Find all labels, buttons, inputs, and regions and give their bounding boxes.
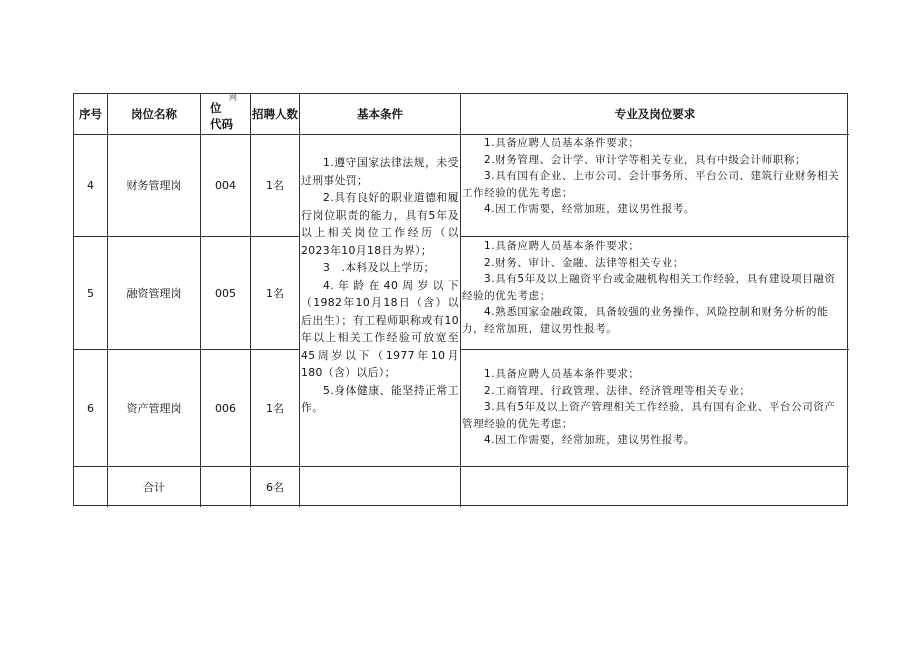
recruitment-table	[73, 93, 848, 506]
header-requirements: 专业及岗位要求	[614, 106, 696, 121]
row-position-name: 财务管理岗	[126, 179, 182, 192]
row-divider	[460, 236, 849, 237]
header-position-code	[202, 94, 250, 134]
header-basic-conditions: 基本条件	[357, 106, 403, 121]
row-hire-count: 1名	[266, 179, 284, 192]
row-seq: 6	[87, 401, 94, 415]
row-seq: 5	[87, 286, 94, 300]
row-divider	[460, 349, 849, 350]
requirement-line: 2.财务管理、会计学、审计学等相关专业，具有中级会计师职称；	[484, 153, 807, 166]
row-seq: 4	[87, 179, 94, 192]
row-position-name: 融资管理岗	[126, 286, 182, 300]
row-hire-count: 1名	[266, 286, 284, 300]
requirement-line: 4.因工作需要，经常加班，建议男性报考。	[484, 203, 696, 215]
requirement-line: 3.具有5年及以上融资平台或金融机构相关工作经验，具有建设项目融资经验的优先考虑；	[462, 273, 836, 302]
row-requirements	[462, 366, 845, 449]
basic-condition-line: 2.具有良好的职业道德和履行岗位职责的能力，具有5年及以上相关岗位工作经历（以2023年10月18日为界）；	[301, 191, 459, 257]
col-divider	[299, 94, 300, 507]
total-count: 6名	[266, 480, 284, 494]
requirement-line: 1.具备应聘人员基本条件要求；	[484, 240, 640, 252]
row-position-name: 资产管理岗	[126, 401, 182, 415]
basic-condition-line: 3 .本科及以上学历；	[323, 261, 435, 274]
requirement-line: 1.具备应聘人员基本条件要求；	[484, 137, 640, 149]
requirement-line: 4.因工作需要，经常加班，建议男性报考。	[484, 434, 696, 446]
row-hire-count: 1名	[266, 401, 284, 415]
total-label: 合计	[143, 480, 165, 494]
basic-condition-line: 5.身体健康、能坚持正常工作。	[301, 383, 459, 414]
basic-conditions	[301, 154, 459, 417]
header-code-top: 位	[210, 101, 222, 115]
header-code-mark: 网	[229, 93, 237, 102]
row-position-code: 004	[215, 179, 236, 192]
row-requirements	[462, 238, 845, 337]
col-divider	[460, 94, 461, 507]
requirement-line: 2.工商管理、行政管理、法律、经济管理等相关专业；	[484, 384, 751, 397]
requirement-line: 3.具有5年及以上资产管理相关工作经验，具有国有企业、平台公司资产管理经验的优先考虑；	[462, 401, 836, 430]
row-position-code: 006	[215, 401, 236, 415]
requirement-line: 4.熟悉国家金融政策，具备较强的业务操作、风险控制和财务分析的能力，经常加班，建议男性报考。	[462, 306, 829, 335]
basic-condition-line: 1.遵守国家法律法规，未受过刑事处罚；	[301, 156, 459, 187]
header-code-bottom: 代码	[210, 117, 233, 131]
row-position-code: 005	[215, 286, 236, 300]
header-seq: 序号	[79, 106, 102, 121]
basic-condition-line: 4.年龄在40周岁以下（1982年10月18日（含）以后出生）；有工程师职称或有10年以上相关工作经验可放宽至45周岁以下（1977年10月180（含）以后）；	[301, 278, 459, 379]
requirement-line: 1.具备应聘人员基本条件要求；	[484, 368, 640, 380]
header-position-name: 岗位名称	[131, 106, 177, 121]
requirement-line: 2.财务、审计、金融、法律等相关专业；	[484, 256, 684, 269]
header-hire-count: 招聘人数	[252, 106, 298, 121]
row-requirements	[462, 135, 845, 218]
requirement-line: 3.具有国有企业、上市公司、会计事务所、平台公司、建筑行业财务相关工作经验的优先考虑；	[462, 170, 840, 199]
